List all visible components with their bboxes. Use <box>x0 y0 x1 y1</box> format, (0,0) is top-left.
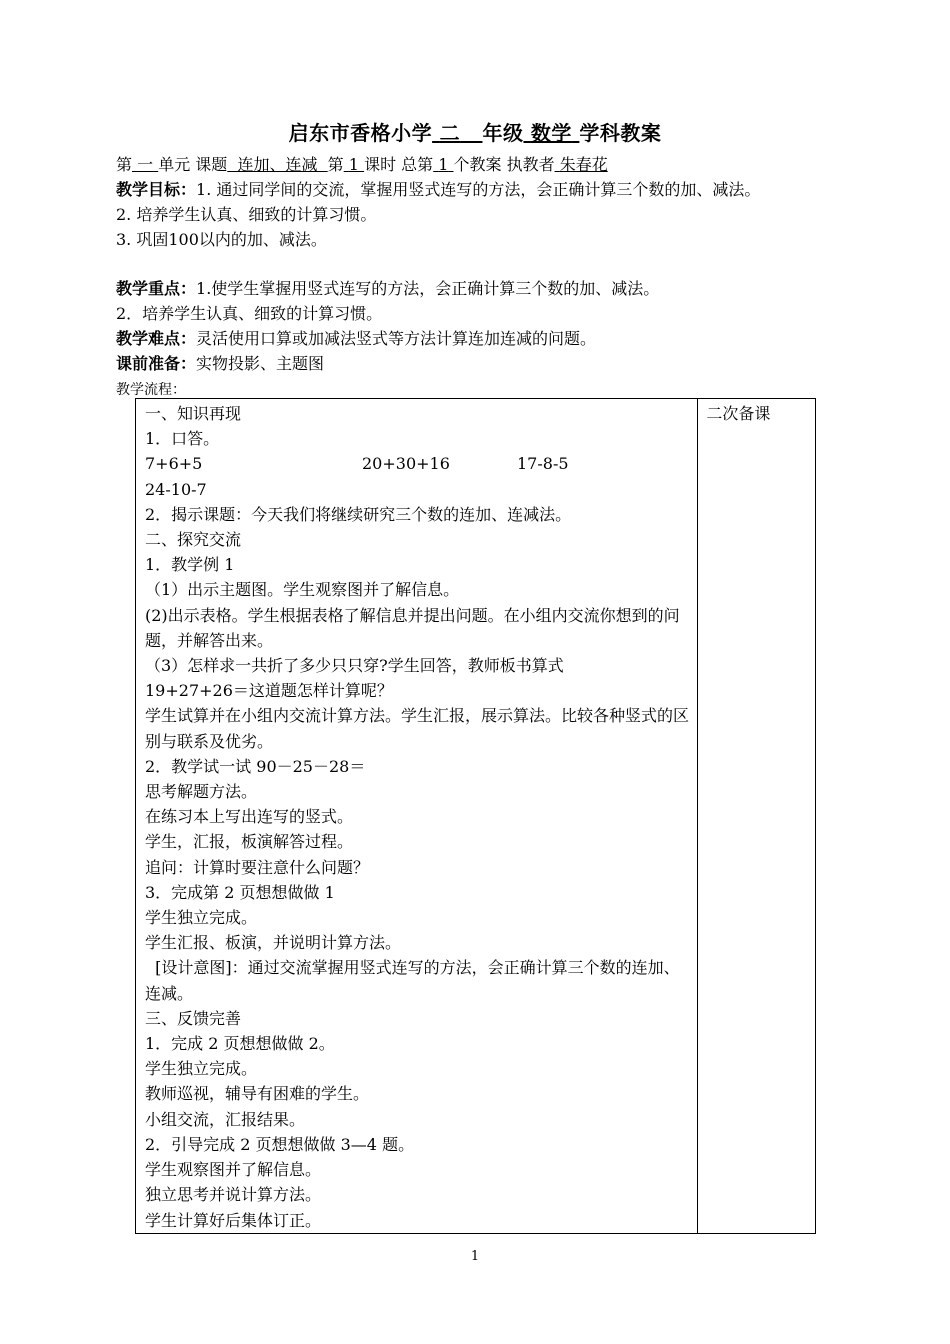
teaching-flow-table <box>135 398 816 1234</box>
key-points-label: 教学重点： <box>116 279 197 298</box>
flow-line: 3．完成第 2 页想想做做 1 <box>145 882 335 902</box>
flow-line: 1．口答。 <box>145 429 220 449</box>
title-school: 启东市香格小学 <box>288 121 433 145</box>
key-point-item: 1.使学生掌握用竖式连写的方法，会正确计算三个数的加、减法。 <box>196 279 660 298</box>
flow-line: 学生独立完成。 <box>145 908 258 928</box>
lesson-value: 1 <box>348 155 359 174</box>
objectives-section <box>116 177 836 252</box>
second-prep-cell <box>698 399 816 1234</box>
difficulty-label: 教学难点： <box>116 329 197 348</box>
teacher-name: 朱春花 <box>559 155 608 174</box>
flow-line: 追问：计算时要注意什么问题？ <box>145 857 370 877</box>
title-grade-label: 年级 <box>482 121 524 145</box>
flow-line: 学生，汇报，板演解答过程。 <box>145 832 354 852</box>
objective-item: 3. 巩固100以内的加、减法。 <box>116 230 327 249</box>
lesson-topic: 连加、连减 <box>237 155 318 174</box>
unit-value: 一 <box>137 155 154 174</box>
lesson-meta: 第 一 单元 课题 连加、连减 第 1 课时 总第 1 个教案 执教者 朱春花 <box>116 155 608 174</box>
flow-line: 1．教学例 1 <box>145 555 235 575</box>
flow-line: 学生观察图并了解信息。 <box>145 1160 322 1180</box>
calc-item: 7+6+5 <box>145 454 203 474</box>
flow-line: (2)出示表格。学生根据表格了解信息并提出问题。在小组内交流你想到的问题，并解答出来。 <box>145 605 680 650</box>
flow-line: 学生计算好后集体订正。 <box>145 1210 322 1230</box>
flow-line: 思考解题方法。 <box>145 782 258 802</box>
objective-item: 1. 通过同学间的交流，掌握用竖式连写的方法，会正确计算三个数的加、减法。 <box>196 180 761 199</box>
title-grade: 二 <box>439 121 461 145</box>
flow-line: 在练习本上写出连写的竖式。 <box>145 807 354 827</box>
title-suffix: 学科教案 <box>579 121 662 145</box>
page-title <box>0 117 950 146</box>
total-value: 1 <box>438 155 449 174</box>
difficulty-text: 灵活使用口算或加减法竖式等方法计算连加连减的问题。 <box>196 329 597 348</box>
flow-line: 教师巡视，辅导有困难的学生。 <box>145 1084 370 1104</box>
objectives-label: 教学目标： <box>116 180 197 199</box>
preparation-text: 实物投影、主题图 <box>196 354 325 373</box>
preparation-section <box>116 351 836 376</box>
flow-line: 小组交流，汇报结果。 <box>145 1109 306 1129</box>
difficulty-section <box>116 326 836 351</box>
calc-item: 17-8-5 <box>517 454 569 474</box>
flow-line: 24-10-7 <box>145 479 207 499</box>
flow-line: 学生试算并在小组内交流计算方法。学生汇报，展示算法。比较各种竖式的区别与联系及优劣。 <box>145 706 690 751</box>
flow-line: （1）出示主题图。学生观察图并了解信息。 <box>145 580 460 600</box>
section-heading: 三、反馈完善 <box>145 1008 242 1028</box>
preparation-label: 课前准备： <box>116 354 197 373</box>
flow-line: 2．引导完成 2 页想想做做 3—4 题。 <box>145 1134 415 1154</box>
title-subject: 数学 <box>530 121 572 145</box>
flow-line: 2．揭示课题：今天我们将继续研究三个数的连加、连减法。 <box>145 504 572 524</box>
flow-line: 2．教学试一试 90－25－28＝ <box>145 756 366 776</box>
flow-line: （3）怎样求一共折了多少只只穿?学生回答，教师板书算式 <box>145 656 564 676</box>
flow-label: 教学流程： <box>116 382 186 398</box>
objective-item: 2. 培养学生认真、细致的计算习惯。 <box>116 205 377 224</box>
key-points-section <box>116 276 836 326</box>
flow-line: 1．完成 2 页想想做做 2。 <box>145 1034 335 1054</box>
section-heading: 一、知识再现 <box>145 404 242 423</box>
flow-line: 19+27+26＝这道题怎样计算呢？ <box>145 681 393 701</box>
key-point-item: 2．培养学生认真、细致的计算习惯。 <box>116 304 383 323</box>
flow-main-cell <box>136 399 698 1234</box>
design-intent: [设计意图]：通过交流掌握用竖式连写的方法，会正确计算三个数的连加、连减。 <box>145 958 680 1003</box>
flow-line: 学生独立完成。 <box>145 1059 258 1079</box>
calc-item: 20+30+16 <box>362 454 450 474</box>
flow-line: 独立思考并说计算方法。 <box>145 1185 322 1205</box>
second-prep-header: 二次备课 <box>706 404 771 423</box>
section-heading: 二、探究交流 <box>145 530 242 550</box>
page-number: 1 <box>470 1249 480 1264</box>
flow-line: 学生汇报、板演，并说明计算方法。 <box>145 933 402 953</box>
calc-row <box>136 451 697 476</box>
